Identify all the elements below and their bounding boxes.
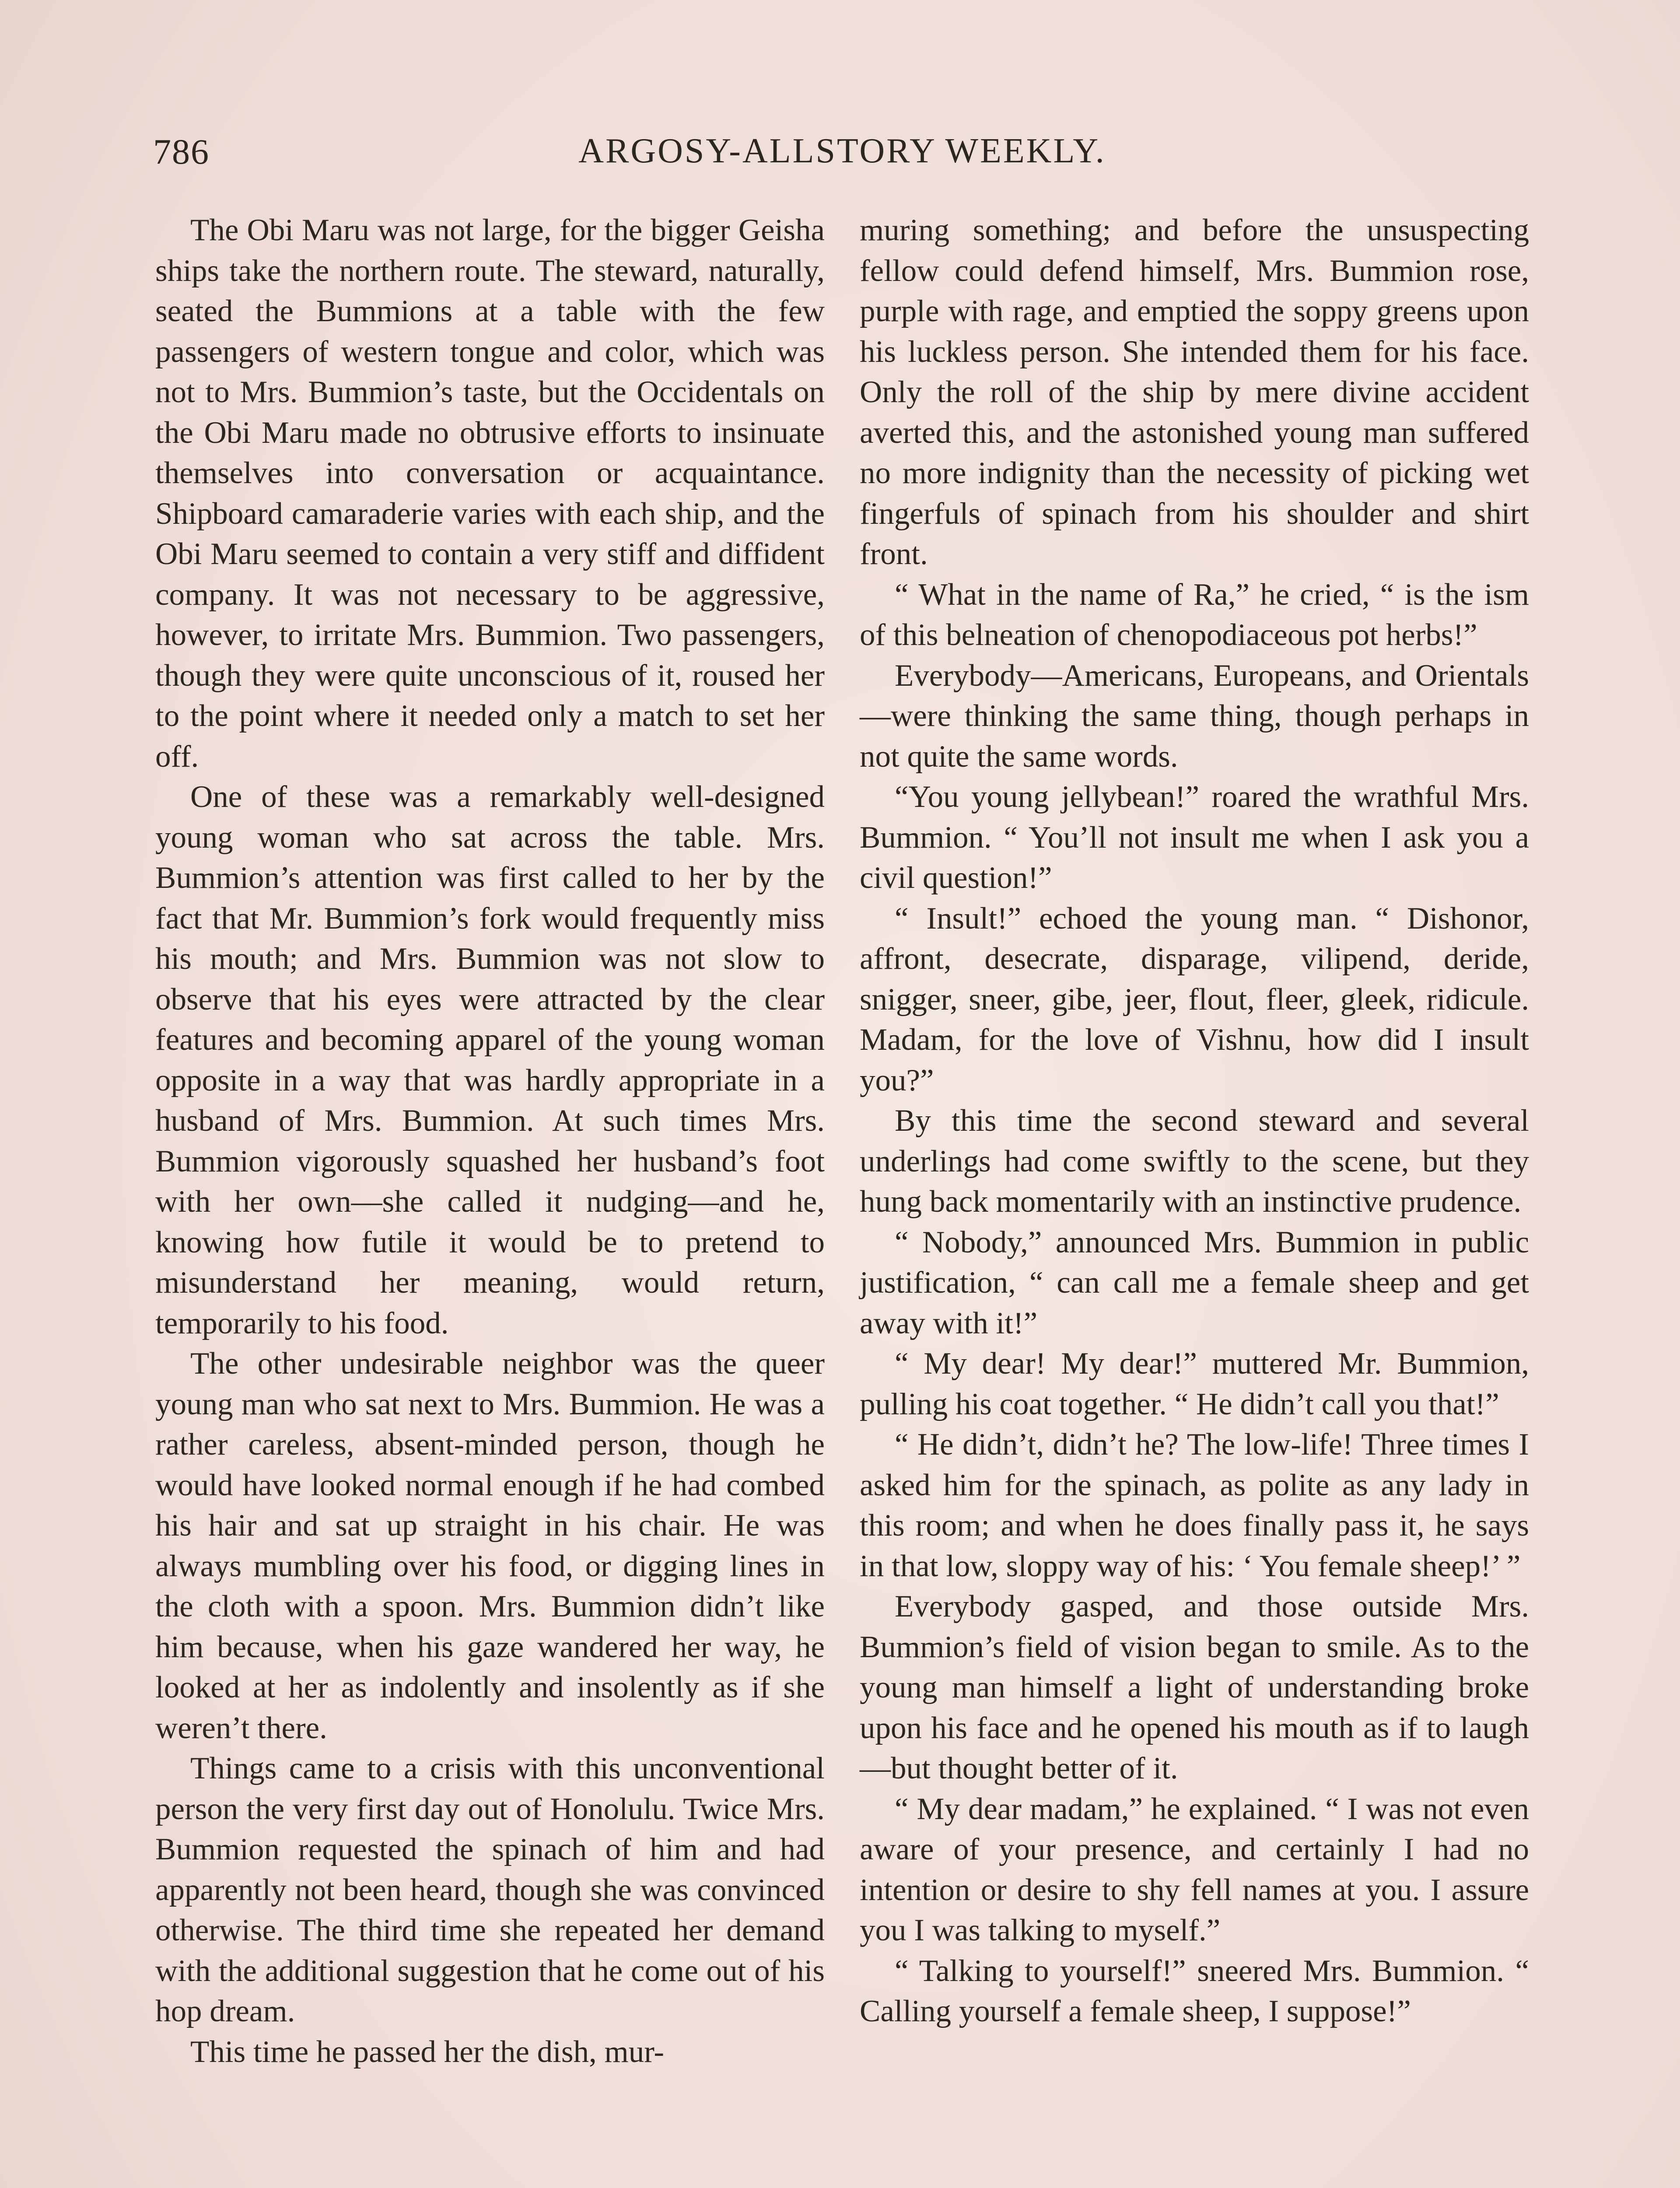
paragraph: The other undesirable neighbor was the queer young man who sat next to Mrs. Bummion. He was a rather careless, absent-minded person, though he would have looked normal enough if he had combed his hair and sat up straight in his chair. He was always mumbling over his food, or digging lines in the cloth with a spoon. Mrs. Bummion didn’t like him because, when his gaze wandered her way, he looked at her as indolently and insolently as if she weren’t there. [155, 1346, 825, 1745]
paragraph: This time he passed her the dish, mur- [190, 2034, 665, 2069]
paragraph: One of these was a remarkably well-designed young woman who sat across the table. Mrs. Bummion’s attention was first called to her by the fact that Mr. Bummion’s fork would frequently miss his mouth; and Mrs. Bummion was not slow to observe that his eyes were attracted by the clear features and becoming apparel of the young woman opposite in a way that was hardly appropriate in a husband of Mrs. Bummion. At such times Mrs. Bummion vigorously squashed her husband’s foot with her own—she called it nudging—and he, knowing how futile it would be to pretend to misunderstand her meaning, would return, temporarily to his food. [155, 780, 825, 1340]
page-header [153, 131, 1531, 179]
paragraph: Everybody—Americans, Europeans, and Orientals—were thinking the same thing, though perhaps in not quite the same words. [860, 658, 1529, 774]
left-column [155, 210, 825, 2188]
page-number: 786 [153, 132, 210, 172]
paragraph: “ My dear madam,” he explained. “ I was not even aware of your presence, and certainly I had no intention or desire to shy fell names at you. I assure you I was talking to myself.” [860, 1792, 1529, 1947]
paragraph-continuation: muring something; and before the unsuspecting fellow could defend himself, Mrs. Bummion rose, purple with rage, and emptied the soppy greens upon his luckless person. She intended them for his face. Only the roll of the ship by mere divine accident averted this, and the astonished young man suffered no more indignity than the necessity of picking wet fingerfuls of spinach from his shoulder and shirt front. [860, 213, 1529, 571]
paragraph: Things came to a crisis with this unconventional person the very first day out of Honolulu. Twice Mrs. Bummion requested the spinach of him and had apparently not been heard, though she was convinced otherwise. The third time she repeated her demand with the additional suggestion that he come out of his hop dream. [155, 1751, 825, 2028]
paragraph: The Obi Maru was not large, for the bigger Geisha ships take the northern route. The steward, naturally, seated the Bummions at a table with the few passengers of western tongue and color, which was not to Mrs. Bummion’s taste, but the Occidentals on the Obi Maru made no obtrusive efforts to insinuate themselves into conversation or acquaintance. Shipboard camaraderie varies with each ship, and the Obi Maru seemed to contain a very stiff and diffident company. It was not necessary to be aggressive, however, to irritate Mrs. Bummion. Two passengers, though they were quite unconscious of it, roused her to the point where it needed only a match to set her off. [155, 213, 825, 774]
paragraph: “ What in the name of Ra,” he cried, “ is the ism of this belneation of chenopodiaceous pot herbs!” [860, 577, 1529, 652]
right-column [860, 210, 1529, 2188]
paragraph: Everybody gasped, and those outside Mrs. Bummion’s field of vision began to smile. As to the young man himself a light of understanding broke upon his face and he opened his mouth as if to laugh—but thought better of it. [860, 1589, 1529, 1785]
paragraph: “ My dear! My dear!” muttered Mr. Bummion, pulling his coat together. “ He didn’t call you that!” [860, 1346, 1529, 1421]
paragraph: “ Insult!” echoed the young man. “ Dishonor, affront, desecrate, disparage, vilipend, deride, snigger, sneer, gibe, jeer, flout, fleer, gleek, ridicule. Madam, for the love of Vishnu, how did I insult you?” [860, 901, 1529, 1098]
paragraph: “ Nobody,” announced Mrs. Bummion in public justification, “ can call me a female sheep and get away with it!” [860, 1225, 1529, 1340]
paragraph: “You young jellybean!” roared the wrathful Mrs. Bummion. “ You’ll not insult me when I ask you a civil question!” [860, 780, 1529, 895]
running-title: ARGOSY-ALLSTORY WEEKLY. [578, 132, 1106, 170]
paragraph: “ Talking to yourself!” sneered Mrs. Bummion. “ Calling yourself a female sheep, I suppose!” [860, 1953, 1529, 2028]
paragraph: By this time the second steward and several underlings had come swiftly to the scene, but they hung back momentarily with an instinctive prudence. [860, 1104, 1529, 1219]
paragraph: “ He didn’t, didn’t he? The low-life! Three times I asked him for the spinach, as polite as any lady in this room; and when he does finally pass it, he says in that low, sloppy way of his: ‘ You female sheep!’ ” [860, 1427, 1529, 1583]
